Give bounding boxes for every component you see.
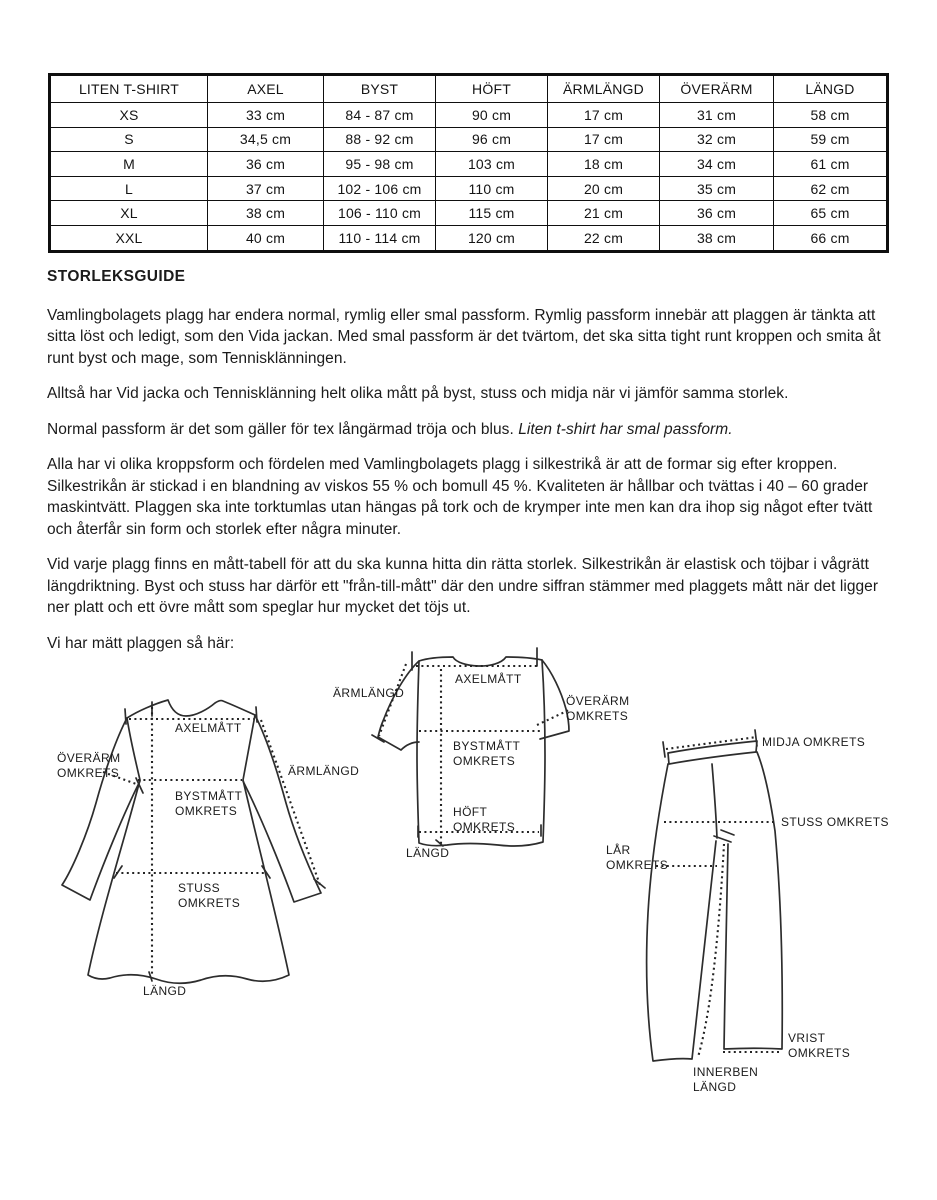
table-cell: 59 cm: [774, 127, 888, 152]
table-header-cell: LÄNGD: [774, 75, 888, 103]
table-cell: 58 cm: [774, 103, 888, 128]
table-row: [50, 176, 888, 201]
table-header-cell: ÄRMLÄNGD: [548, 75, 660, 103]
dress-overarm-label: ÖVERÄRM: [57, 751, 121, 765]
table-cell: 95 - 98 cm: [324, 152, 436, 177]
table-cell: 34,5 cm: [208, 127, 324, 152]
table-cell: 18 cm: [548, 152, 660, 177]
table-cell: 31 cm: [660, 103, 774, 128]
paragraph: Vamlingbolagets plagg har endera normal, rymlig eller smal passform. Rymlig passform innebär att plaggen är tänkta att sitta löst och ledigt, som den Vida jackan. Med smal passform är det tvärtom, det ska sitta tight runt kroppen och smita åt runt byst och mage, som Tennisklänningen.: [47, 306, 881, 367]
table-cell: 38 cm: [208, 201, 324, 226]
dress-stuss-label: STUSS: [178, 881, 221, 895]
tshirt-diagram: [333, 648, 629, 860]
table-cell: 35 cm: [660, 176, 774, 201]
table-cell: M: [50, 152, 208, 177]
tshirt-hoft-label: HÖFT: [453, 805, 488, 819]
dress-right-sleeve: [243, 715, 321, 902]
table-cell: 33 cm: [208, 103, 324, 128]
table-header-cell: ÖVERÄRM: [660, 75, 774, 103]
pants-right-leg: [724, 752, 782, 1049]
dress-outline: [88, 700, 289, 983]
table-cell: 65 cm: [774, 201, 888, 226]
page-heading: STORLEKSGUIDE: [47, 268, 186, 285]
table-cell: XS: [50, 103, 208, 128]
table-cell: 90 cm: [436, 103, 548, 128]
table-cell: 115 cm: [436, 201, 548, 226]
paragraph: Vi har mätt plaggen så här:: [47, 634, 235, 652]
dress-armlangd-line: [261, 720, 320, 885]
dress-ticks: [114, 702, 325, 981]
tshirt-overarm-label: ÖVERÄRM: [566, 694, 630, 708]
tshirt-hoft-omkrets-label: OMKRETS: [453, 820, 516, 834]
table-cell: 20 cm: [548, 176, 660, 201]
table-cell: L: [50, 176, 208, 201]
tshirt-overarm-line: [537, 710, 569, 725]
pants-midja-label: MIDJA OMKRETS: [762, 735, 866, 749]
table-cell: XXL: [50, 225, 208, 251]
table-cell: 40 cm: [208, 225, 324, 251]
pants-innerben-langd-label: LÄNGD: [693, 1080, 737, 1094]
table-header-cell: AXEL: [208, 75, 324, 103]
table-row: [50, 201, 888, 226]
table-cell: 88 - 92 cm: [324, 127, 436, 152]
paragraph: Normal passform är det som gäller för tex långärmad tröja och blus. Liten t-shirt har smal passform.: [47, 420, 733, 438]
paragraph: Vid varje plagg finns en mått-tabell för att du ska kunna hitta din rätta storlek. Silkestrikån är elastisk och töjbar i vågrätt längdriktning. Byst och stuss har därför ett "från-till-mått" där den undre siffran stämmer med plaggets mått när det ligger ner platt och ett övre mått som speglar hur mycket det töjs ut.: [47, 556, 879, 616]
table-row: [50, 225, 888, 251]
tshirt-bystmatt-omkrets-label: OMKRETS: [453, 754, 516, 768]
tshirt-bystmatt-label: BYSTMÅTT: [453, 739, 521, 753]
dress-stuss-omkrets-label: OMKRETS: [178, 896, 241, 910]
table-row: [50, 127, 888, 152]
measurement-diagrams: [0, 645, 937, 1115]
pants-waistband: [668, 741, 757, 764]
pants-innerben-line: [698, 844, 724, 1057]
table-cell: 36 cm: [208, 152, 324, 177]
dress-axelmatt-label: AXELMÅTT: [175, 721, 242, 735]
table-cell: 32 cm: [660, 127, 774, 152]
table-header-cell: HÖFT: [436, 75, 548, 103]
table-cell: XL: [50, 201, 208, 226]
tshirt-axelmatt-label: AXELMÅTT: [455, 672, 522, 686]
table-cell: 38 cm: [660, 225, 774, 251]
table-cell: 21 cm: [548, 201, 660, 226]
tshirt-overarm-omkrets-label: OMKRETS: [566, 709, 629, 723]
tshirt-left-sleeve: [378, 661, 419, 750]
table-header-cell: LITEN T-SHIRT: [50, 75, 208, 103]
paragraph: Alltså har Vid jacka och Tennisklänning helt olika mått på byst, stuss och midja när vi jämför samma storlek.: [47, 385, 789, 402]
table-cell: 34 cm: [660, 152, 774, 177]
tshirt-langd-label: LÄNGD: [406, 846, 450, 860]
pants-stuss-label: STUSS OMKRETS: [781, 815, 889, 829]
table-cell: 102 - 106 cm: [324, 176, 436, 201]
table-cell: 22 cm: [548, 225, 660, 251]
pants-diagram: [606, 730, 889, 1094]
pants-left-leg: [647, 764, 716, 1061]
table-cell: 36 cm: [660, 201, 774, 226]
table-cell: 103 cm: [436, 152, 548, 177]
table-row: [50, 152, 888, 177]
text-column: [47, 266, 896, 668]
table-cell: 62 cm: [774, 176, 888, 201]
tshirt-armlangd-line: [379, 664, 406, 736]
table-cell: 61 cm: [774, 152, 888, 177]
table-cell: 96 cm: [436, 127, 548, 152]
dress-armlangd-label: ÄRMLÄNGD: [288, 764, 360, 778]
tshirt-armlangd-label: ÄRMLÄNGD: [333, 686, 405, 700]
paragraph: Alla har vi olika kroppsform och fördelen med Vamlingbolagets plagg i silkestrikå är att de formar sig efter kroppen. Silkestrikån är stickad i en blandning av viskos 55 % och bomull 45 %. Kvaliteten är hållbar och tvättas i 40 – 60 grader maskintvätt. Plaggen ska inte torktumlas utan hängas på tork och de krymper inte men kan dra ihop sig något efter tvätt och återfår sin form och storlek efter några minuter.: [47, 456, 873, 538]
table-header-row: [50, 75, 888, 103]
table-cell: S: [50, 127, 208, 152]
dress-bystmatt-label: BYSTMÅTT: [175, 789, 243, 803]
pants-vrist-omkrets-label: OMKRETS: [788, 1046, 851, 1060]
dress-diagram: [57, 700, 359, 998]
table-cell: 66 cm: [774, 225, 888, 251]
table-cell: 84 - 87 cm: [324, 103, 436, 128]
table-cell: 17 cm: [548, 103, 660, 128]
dress-overarm-omkrets-label: OMKRETS: [57, 766, 120, 780]
table-row: [50, 103, 888, 128]
pants-lar-omkrets-label: OMKRETS: [606, 858, 669, 872]
pants-vrist-label: VRIST: [788, 1031, 826, 1045]
pants-innerben-label: INNERBEN: [693, 1065, 759, 1079]
pants-fly-seam: [712, 764, 717, 838]
table-cell: 17 cm: [548, 127, 660, 152]
table-cell: 110 - 114 cm: [324, 225, 436, 251]
table-header-cell: BYST: [324, 75, 436, 103]
size-table: [48, 73, 889, 253]
body-text: [47, 305, 896, 655]
dress-bystmatt-omkrets-label: OMKRETS: [175, 804, 238, 818]
table-cell: 106 - 110 cm: [324, 201, 436, 226]
table-cell: 110 cm: [436, 176, 548, 201]
table-cell: 120 cm: [436, 225, 548, 251]
table-cell: 37 cm: [208, 176, 324, 201]
dress-langd-label: LÄNGD: [143, 984, 187, 998]
pants-lar-label: LÅR: [606, 843, 631, 857]
